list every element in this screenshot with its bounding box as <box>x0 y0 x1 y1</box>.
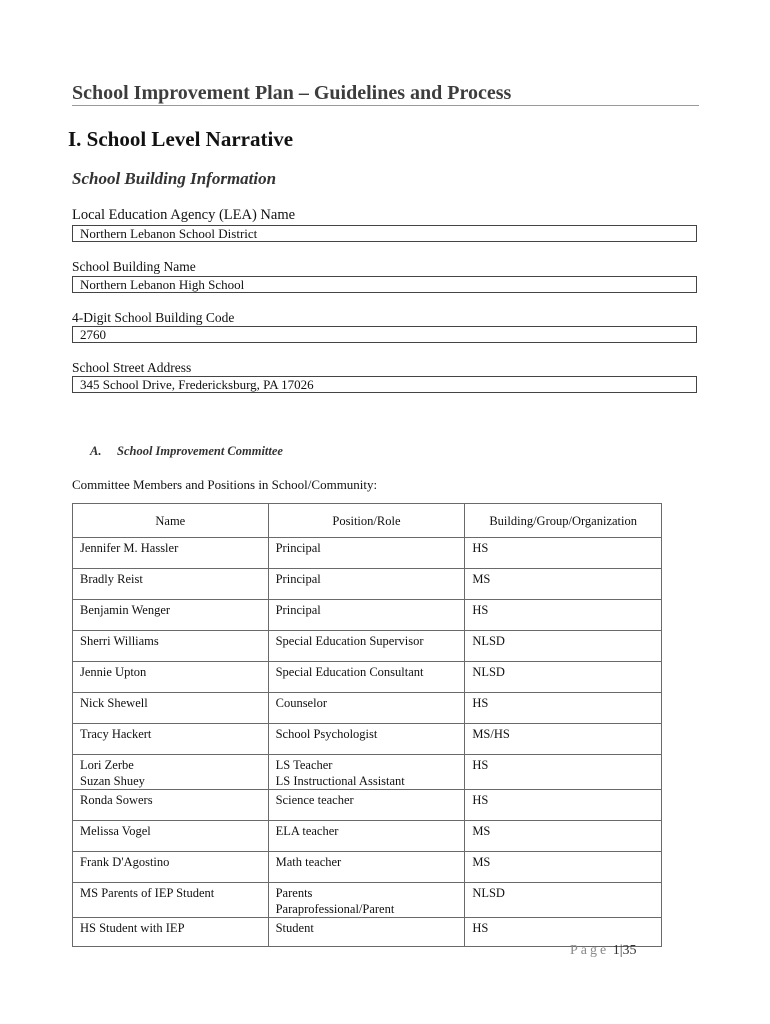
member-name-line: Suzan Shuey <box>80 774 145 788</box>
member-organization: NLSD <box>465 883 662 918</box>
member-role-line: Special Education Consultant <box>275 665 424 679</box>
member-role-line: LS Instructional Assistant <box>275 774 405 788</box>
member-name <box>73 662 269 693</box>
column-header-name: Name <box>73 504 269 538</box>
member-role <box>268 883 465 918</box>
member-organization: HS <box>465 693 662 724</box>
member-role-line: Paraprofessional/Parent <box>275 902 395 916</box>
member-role <box>268 790 465 821</box>
member-organization: MS/HS <box>465 724 662 755</box>
member-organization: MS <box>465 569 662 600</box>
title-divider <box>72 105 699 106</box>
member-name-line: Melissa Vogel <box>80 824 151 838</box>
member-organization: MS <box>465 821 662 852</box>
committee-header-row <box>73 504 662 538</box>
member-name-line: MS Parents of IEP Student <box>80 886 215 900</box>
member-name <box>73 693 269 724</box>
street-address-label: School Street Address <box>72 360 192 375</box>
member-role <box>268 693 465 724</box>
member-organization: HS <box>465 790 662 821</box>
member-role-line: Parents <box>275 886 313 900</box>
member-role-line: Math teacher <box>275 855 342 869</box>
committee-intro: Committee Members and Positions in School/Community: <box>72 477 378 492</box>
page-separator: | <box>619 943 623 958</box>
building-code-label: 4-Digit School Building Code <box>72 310 235 325</box>
member-name <box>73 755 269 790</box>
member-name-line: Benjamin Wenger <box>80 603 171 617</box>
committee-heading <box>90 444 283 459</box>
member-name <box>73 852 269 883</box>
member-name-line: Jennie Upton <box>80 665 147 679</box>
table-row <box>73 852 662 883</box>
member-name <box>73 790 269 821</box>
member-name-line: HS Student with IEP <box>80 921 185 935</box>
table-row <box>73 569 662 600</box>
committee-table <box>72 503 662 947</box>
member-name-line: Ronda Sowers <box>80 793 153 807</box>
member-role-line: Student <box>275 921 314 935</box>
street-address-field[interactable]: 345 School Drive, Fredericksburg, PA 17026 <box>72 376 697 393</box>
member-role <box>268 821 465 852</box>
member-name-line: Jennifer M. Hassler <box>80 541 179 555</box>
page-number <box>570 943 637 959</box>
member-name <box>73 883 269 918</box>
member-name <box>73 600 269 631</box>
page-total: 35 <box>622 943 637 958</box>
member-role <box>268 631 465 662</box>
member-role <box>268 918 465 947</box>
table-row <box>73 631 662 662</box>
member-name <box>73 538 269 569</box>
member-name-line: Tracy Hackert <box>80 727 152 741</box>
table-row <box>73 821 662 852</box>
member-name-line: Lori Zerbe <box>80 758 134 772</box>
member-name-line: Bradly Reist <box>80 572 143 586</box>
member-role <box>268 569 465 600</box>
table-row <box>73 755 662 790</box>
member-role-line: Special Education Supervisor <box>275 634 424 648</box>
table-row <box>73 693 662 724</box>
member-organization: HS <box>465 538 662 569</box>
building-code-field[interactable]: 2760 <box>72 326 697 343</box>
table-row <box>73 662 662 693</box>
member-role-line: Principal <box>275 603 321 617</box>
building-name-field[interactable]: Northern Lebanon High School <box>72 276 697 293</box>
table-row <box>73 883 662 918</box>
column-header-organization: Building/Group/Organization <box>465 504 662 538</box>
member-organization: NLSD <box>465 631 662 662</box>
member-role <box>268 755 465 790</box>
member-organization: HS <box>465 755 662 790</box>
committee-heading-letter: A. <box>90 444 102 458</box>
member-organization: MS <box>465 852 662 883</box>
member-name-line: Sherri Williams <box>80 634 159 648</box>
page-word: Page <box>570 943 610 958</box>
member-organization: NLSD <box>465 662 662 693</box>
member-role-line: ELA teacher <box>275 824 339 838</box>
member-role-line: School Psychologist <box>275 727 378 741</box>
lea-name-field[interactable]: Northern Lebanon School District <box>72 225 697 242</box>
member-role <box>268 724 465 755</box>
member-name <box>73 631 269 662</box>
subsection-heading: School Building Information <box>72 169 277 188</box>
document-title: School Improvement Plan – Guidelines and Process <box>72 82 512 104</box>
committee-heading-text: School Improvement Committee <box>117 444 283 458</box>
member-role <box>268 662 465 693</box>
member-role-line: LS Teacher <box>275 758 333 772</box>
table-row <box>73 724 662 755</box>
building-name-label: School Building Name <box>72 259 196 274</box>
member-role <box>268 538 465 569</box>
lea-name-label: Local Education Agency (LEA) Name <box>72 207 296 223</box>
table-row <box>73 538 662 569</box>
member-role <box>268 600 465 631</box>
member-name-line: Frank D'Agostino <box>80 855 170 869</box>
page-current: 1 <box>612 943 620 958</box>
member-role-line: Principal <box>275 572 321 586</box>
member-organization: HS <box>465 600 662 631</box>
member-role-line: Principal <box>275 541 321 555</box>
member-name <box>73 569 269 600</box>
member-name <box>73 821 269 852</box>
member-name-line: Nick Shewell <box>80 696 148 710</box>
member-role <box>268 852 465 883</box>
member-name <box>73 724 269 755</box>
table-row <box>73 600 662 631</box>
table-row <box>73 790 662 821</box>
section-heading: I. School Level Narrative <box>68 127 294 151</box>
member-name <box>73 918 269 947</box>
member-organization: HS <box>465 918 662 947</box>
member-role-line: Science teacher <box>275 793 354 807</box>
member-role-line: Counselor <box>275 696 327 710</box>
column-header-role: Position/Role <box>268 504 465 538</box>
